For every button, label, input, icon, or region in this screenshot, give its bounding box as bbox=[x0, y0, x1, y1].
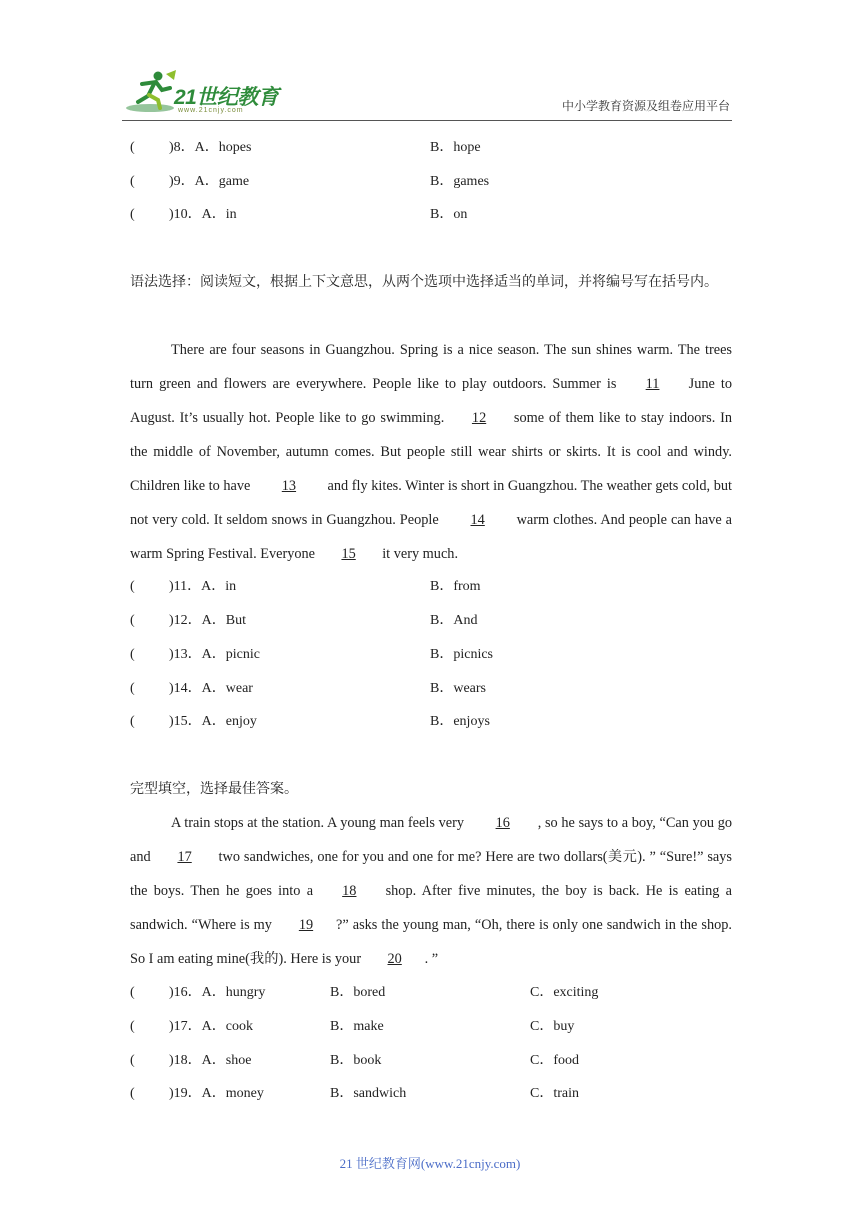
answer-paren: ( bbox=[130, 647, 135, 662]
question-option-a: )12．A．But bbox=[169, 613, 246, 628]
question-option-b: B．games bbox=[430, 174, 490, 189]
passage-text: shop. After five minutes, the boy is back. He is eating a sandwich. “Where is my bbox=[130, 883, 733, 933]
runner-icon bbox=[122, 68, 182, 118]
logo-url: www.21cnjy.com bbox=[178, 107, 244, 114]
blank-16: 16 bbox=[495, 815, 510, 831]
question-option-a: )19．A．money bbox=[169, 1086, 264, 1101]
answer-paren: ( bbox=[130, 714, 135, 729]
blank-17: 17 bbox=[177, 849, 192, 865]
question-option-a: )9．A．game bbox=[169, 174, 250, 189]
question-option-a: )17．A．cook bbox=[169, 1019, 253, 1034]
blank-15: 15 bbox=[341, 546, 356, 562]
passage-text: A train stops at the station. A young man feels very bbox=[171, 815, 465, 831]
passage-text: June to August. It’s usually hot. People like to go swimming. bbox=[130, 376, 733, 426]
question-option-c: C．exciting bbox=[530, 985, 599, 1000]
answer-paren: ( bbox=[130, 1019, 135, 1034]
grammar-passage bbox=[130, 333, 732, 571]
question-option-a: )13．A．picnic bbox=[169, 647, 260, 662]
blank-18: 18 bbox=[342, 883, 357, 899]
answer-paren: ( bbox=[130, 1053, 135, 1068]
answer-paren: ( bbox=[130, 579, 135, 594]
question-option-c: C．food bbox=[530, 1053, 579, 1068]
question-option-b: B．hope bbox=[430, 140, 481, 155]
question-option-a: )14．A．wear bbox=[169, 681, 253, 696]
question-option-b: B．picnics bbox=[430, 647, 493, 662]
question-option-b: B．from bbox=[430, 579, 481, 594]
question-option-a: )11．A．in bbox=[169, 579, 237, 594]
cloze-passage bbox=[130, 806, 732, 976]
question-option-a: )8．A．hopes bbox=[169, 140, 252, 155]
passage-text: . ” bbox=[424, 951, 439, 967]
answer-paren: ( bbox=[130, 985, 135, 1000]
blank-14: 14 bbox=[470, 512, 485, 528]
passage-text: ?” asks the young man, “Oh, there is only one sandwich in the shop. So I am eating mine(我的). Here is your bbox=[130, 917, 732, 967]
blank-19: 19 bbox=[298, 917, 314, 933]
passage-text: , so he says to a boy, “Can you go and bbox=[130, 815, 733, 865]
question-option-b: B．enjoys bbox=[430, 714, 490, 729]
question-option-c: C．buy bbox=[530, 1019, 575, 1034]
question-option-a: )16．A．hungry bbox=[169, 985, 266, 1000]
question-option-b: B．sandwich bbox=[330, 1086, 407, 1101]
answer-paren: ( bbox=[130, 681, 135, 696]
blank-11: 11 bbox=[645, 376, 660, 392]
question-option-b: B．book bbox=[330, 1053, 382, 1068]
brand-logo bbox=[122, 68, 292, 118]
question-option-a: )18．A．shoe bbox=[169, 1053, 252, 1068]
question-option-b: B．bored bbox=[330, 985, 386, 1000]
passage-text: warm clothes. And people can have a warm Spring Festival. Everyone bbox=[130, 512, 733, 562]
passage-text: some of them like to stay indoors. In the middle of November, autumn comes. But people still wear shirts or skirts. It is cool and windy. Children like to have bbox=[130, 410, 732, 494]
answer-paren: ( bbox=[130, 174, 135, 189]
question-option-b: B．on bbox=[430, 207, 468, 222]
question-option-b: B．And bbox=[430, 613, 478, 628]
answer-paren: ( bbox=[130, 207, 135, 222]
cloze-section-title: 完型填空，选择最佳答案。 bbox=[130, 781, 298, 797]
passage-text: it very much. bbox=[382, 546, 459, 562]
question-option-a: )10．A．in bbox=[169, 207, 237, 222]
question-option-c: C．train bbox=[530, 1086, 579, 1101]
answer-paren: ( bbox=[130, 140, 135, 155]
passage-text: two sandwiches, one for you and one for me? Here are two dollars(美元). ” “Sure!” says the boys. Then he goes into a bbox=[130, 849, 732, 899]
answer-paren: ( bbox=[130, 1086, 135, 1101]
question-option-b: B．make bbox=[330, 1019, 384, 1034]
question-option-b: B．wears bbox=[430, 681, 486, 696]
logo-text: 21世纪教育 bbox=[174, 86, 279, 109]
answer-paren: ( bbox=[130, 613, 135, 628]
page-header bbox=[0, 0, 860, 126]
question-option-a: )15．A．enjoy bbox=[169, 714, 257, 729]
passage-text: There are four seasons in Guangzhou. Spring is a nice season. The sun shines warm. The trees turn green and flowers are everywhere. People like to play outdoors. Summer is bbox=[130, 342, 732, 392]
passage-text: and fly kites. Winter is short in Guangzhou. The weather gets cold, but not very cold. It seldom snows in Guangzhou. People bbox=[130, 478, 732, 528]
blank-20: 20 bbox=[387, 951, 402, 967]
blank-12: 12 bbox=[471, 410, 487, 426]
page-footer[interactable]: 21 世纪教育网(www.21cnjy.com) bbox=[339, 1156, 521, 1171]
grammar-section-title: 语法选择：阅读短文，根据上下文意思，从两个选项中选择适当的单词，并将编号写在括号内。 bbox=[130, 274, 718, 290]
platform-title: 中小学教育资源及组卷应用平台 bbox=[561, 99, 730, 113]
header-divider bbox=[122, 120, 732, 121]
blank-13: 13 bbox=[281, 478, 297, 494]
